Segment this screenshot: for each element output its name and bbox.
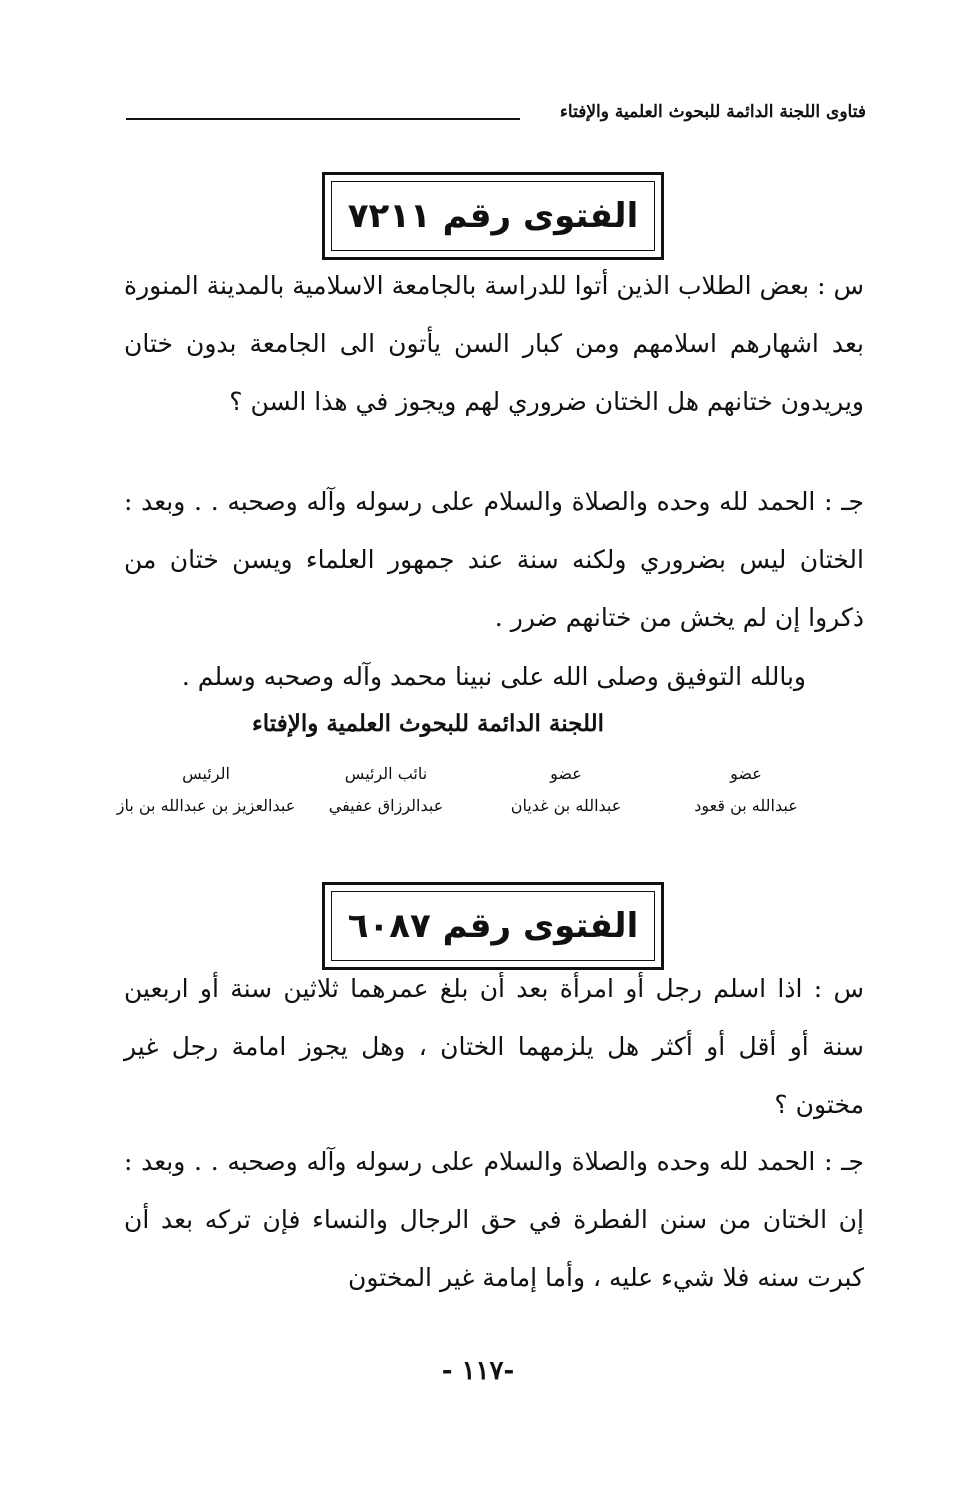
page-number: - ١١٧- xyxy=(441,1356,515,1386)
signature-name: عبدالله بن غديان xyxy=(510,796,622,815)
signature-role: نائب الرئيس xyxy=(344,764,428,783)
fatwa-title-box-2 xyxy=(322,882,664,970)
fatwa-title-frame-1 xyxy=(331,181,655,251)
signature-vice-president xyxy=(296,760,476,820)
signature-role: عضو xyxy=(730,764,762,783)
signature-name: عبدالعزيز بن عبدالله بن باز xyxy=(116,796,296,815)
signature-name: عبدالرزاق عفيفي xyxy=(328,796,444,815)
header-rule xyxy=(126,118,520,120)
fatwa-1-closing: وبالله التوفيق وصلى الله على نبينا محمد وآله وصحبه وسلم . xyxy=(181,662,806,691)
signature-member-2 xyxy=(476,760,656,820)
committee-name: اللجنة الدائمة للبحوث العلمية والإفتاء xyxy=(251,710,605,737)
running-title: فتاوى اللجنة الدائمة للبحوث العلمية والإفتاء xyxy=(559,102,866,122)
fatwa-title-2: الفتوى رقم ٦٠٨٧ xyxy=(347,906,639,946)
fatwa-title-1: الفتوى رقم ٧٢١١ xyxy=(347,196,639,236)
signature-role: الرئيس xyxy=(182,764,230,783)
fatwa-2-question: س : اذا اسلم رجل أو امرأة بعد أن بلغ عمرهما ثلاثين سنة أو اربعين سنة أو أقل أو أكثر هل يلزمهما الختان ، وهل يجوز امامة رجل غير مختون ؟ xyxy=(124,974,864,1119)
running-header xyxy=(126,98,866,138)
signatures xyxy=(116,760,836,820)
signature-role: عضو xyxy=(550,764,582,783)
fatwa-title-box-1 xyxy=(322,172,664,260)
signature-member-1 xyxy=(656,760,836,820)
fatwa-title-frame-2 xyxy=(331,891,655,961)
fatwa-2-answer: جـ : الحمد لله وحده والصلاة والسلام على رسوله وآله وصحبه . . وبعد : إن الختان من سنن الفطرة في حق الرجال والنساء فإن تركه بعد أن كبرت سنه فلا شيء عليه ، وأما إمامة غير المختون xyxy=(124,1147,864,1292)
signature-president xyxy=(116,760,296,820)
fatwa-1-question: س : بعض الطلاب الذين أتوا للدراسة بالجامعة الاسلامية بالمدينة المنورة بعد اشهارهم اسلامهم ومن كبار السن يأتون الى الجامعة بدون ختان ويريدون ختانهم هل الختان ضروري لهم ويجوز في هذا السن ؟ xyxy=(124,271,864,416)
fatwa-1-answer: جـ : الحمد لله وحده والصلاة والسلام على رسوله وآله وصحبه . . وبعد : الختان ليس بضروري ولكنه سنة عند جمهور العلماء ويسن ختان من ذكروا إن لم يخش من ختانهم ضرر . xyxy=(124,487,864,632)
signature-name: عبدالله بن قعود xyxy=(694,796,798,815)
